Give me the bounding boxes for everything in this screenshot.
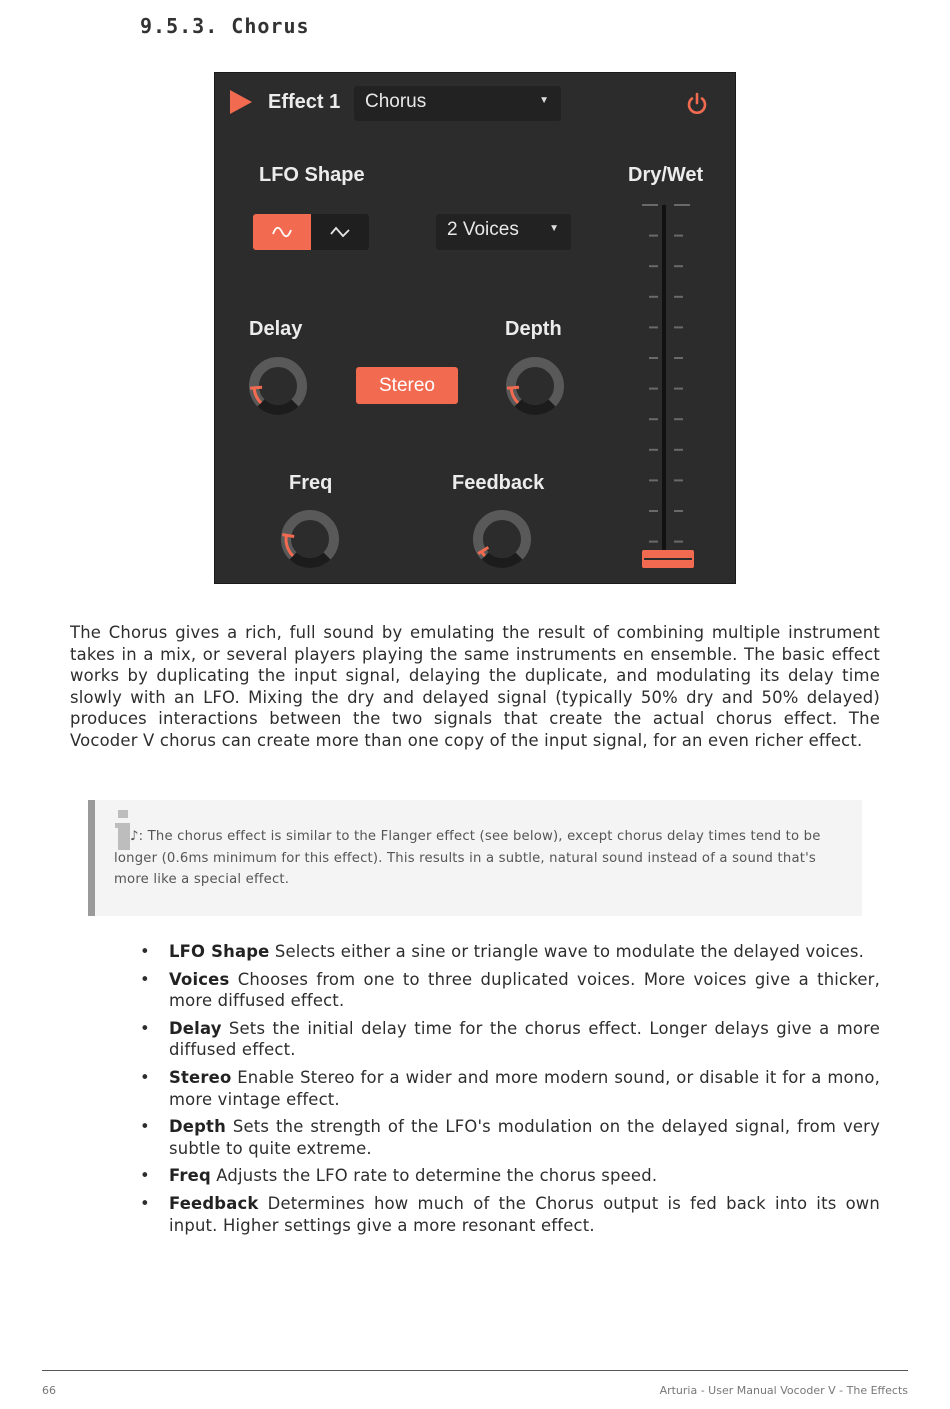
voices-value: 2 Voices	[447, 219, 519, 240]
parameter-list	[140, 941, 880, 1242]
delay-label: Delay	[249, 318, 303, 340]
chevron-down-icon: ▼	[549, 223, 559, 234]
list-item-text: Selects either a sine or triangle wave to modulate the delayed voices.	[269, 942, 865, 961]
depth-label: Depth	[505, 318, 562, 340]
list-item: • Voices Chooses from one to three duplicated voices. More voices give a thicker, more diffused effect.	[140, 969, 880, 1011]
list-item: • Freq Adjusts the LFO rate to determine the chorus speed.	[140, 1166, 658, 1186]
dry-wet-slider-handle[interactable]	[642, 550, 694, 568]
info-note	[88, 800, 862, 916]
feedback-label: Feedback	[452, 472, 545, 494]
list-item-term: Freq	[169, 1166, 211, 1186]
effect-slot-label: Effect 1	[268, 91, 341, 113]
footer-title: Arturia - User Manual Vocoder V - The Effects	[659, 1384, 908, 1397]
list-item-text: Determines how much of the Chorus output is fed back into its own input. Higher settings give a more resonant effect.	[169, 1193, 880, 1235]
list-item: • Depth Sets the strength of the LFO's modulation on the delayed signal, from very subtle to quite extreme.	[140, 1117, 880, 1158]
note-body: : The chorus effect is similar to the Flanger effect (see below), except chorus delay times tend to be longer (0.6ms minimum for this effect). This results in a subtle, natural sound instead of a sound that's more like a special effect.	[114, 829, 821, 887]
list-item-term: Depth	[169, 1117, 226, 1137]
dry-wet-slider-track[interactable]	[662, 205, 666, 555]
list-item: • Stereo Enable Stereo for a wider and more modern sound, or disable it for a mono, more vintage effect.	[140, 1067, 880, 1109]
section-heading: 9.5.3. Chorus	[140, 14, 310, 38]
dry-wet-label: Dry/Wet	[628, 164, 704, 186]
list-item-text: Adjusts the LFO rate to determine the chorus speed.	[210, 1166, 658, 1186]
list-item-text: Enable Stereo for a wider and more modern sound, or disable it for a mono, more vintage effect.	[169, 1067, 880, 1109]
note-glyph: ♪	[130, 829, 139, 844]
dry-wet-scale	[215, 73, 735, 583]
footer-rule	[42, 1370, 908, 1371]
list-item-term: Voices	[169, 969, 230, 989]
chevron-down-icon: ▼	[539, 95, 549, 106]
page-number: 66	[42, 1384, 56, 1397]
note-text	[114, 826, 854, 891]
chorus-effect-panel	[214, 72, 736, 584]
lfo-shape-label: LFO Shape	[259, 164, 365, 186]
effect-type-value: Chorus	[365, 91, 427, 112]
body-paragraph: The Chorus gives a rich, full sound by emulating the result of combining multiple instrument takes in a mix, or several players playing the same instruments en ensemble. The basic effect works by duplicating the input signal, delaying the duplicate, and modulating its delay time slowly with an LFO. Mixing the dry and delayed signal (typically 50% dry and 50% delayed) produces interactions between the two signals that create the actual chorus effect. The Vocoder V chorus can create more than one copy of the input signal, for an even richer effect.	[70, 623, 880, 750]
list-item-text: Sets the initial delay time for the chorus effect. Longer delays give a more diffused effect.	[169, 1018, 880, 1060]
stereo-toggle-button[interactable]: Stereo	[356, 367, 458, 404]
list-item-term: Stereo	[169, 1067, 232, 1087]
list-item: • LFO Shape Selects either a sine or triangle wave to modulate the delayed voices.	[140, 942, 865, 961]
list-item: • Feedback Determines how much of the Chorus output is fed back into its own input. Higher settings give a more resonant effect.	[140, 1193, 880, 1235]
list-item-text: Sets the strength of the LFO's modulation on the delayed signal, from very subtle to quite extreme.	[169, 1117, 880, 1158]
list-item-term: LFO Shape	[169, 942, 270, 961]
list-item-term: Delay	[169, 1018, 222, 1038]
list-item: • Delay Sets the initial delay time for the chorus effect. Longer delays give a more diffused effect.	[140, 1018, 880, 1060]
freq-label: Freq	[289, 472, 333, 494]
list-item-text: Chooses from one to three duplicated voices. More voices give a thicker, more diffused effect.	[169, 969, 880, 1011]
list-item-term: Feedback	[169, 1193, 259, 1213]
